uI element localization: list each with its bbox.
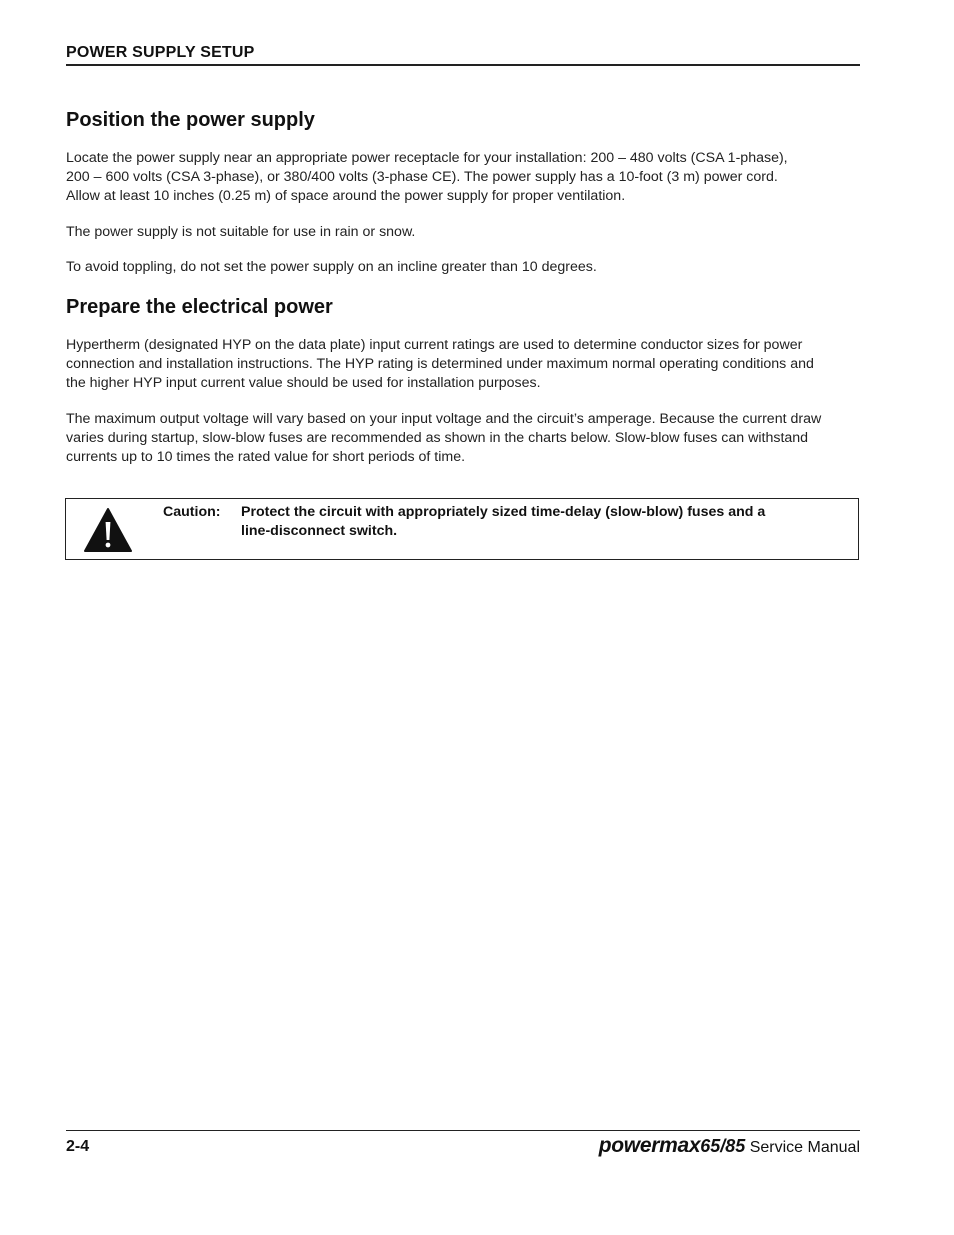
brand-name: powermax (598, 1134, 701, 1157)
caution-line: Protect the circuit with appropriately sized time-delay (slow-blow) fuses and a (241, 504, 766, 520)
paragraph-rain (66, 223, 860, 242)
paragraph-line: To avoid toppling, do not set the power supply on an incline greater than 10 degrees. (66, 259, 597, 275)
section-heading-position: Position the power supply (66, 109, 315, 131)
running-header-title: POWER SUPPLY SETUP (66, 44, 255, 61)
paragraph-hyp-rating (66, 336, 860, 393)
warning-exclamation-icon (83, 507, 133, 553)
paragraph-line: Hypertherm (designated HYP on the data plate) input current ratings are used to determine conductor sizes for power (66, 337, 803, 353)
paragraph-line: The power supply is not suitable for use in rain or snow. (66, 224, 416, 240)
paragraph-line: 200 – 600 volts (CSA 3-phase), or 380/400 volts (3-phase CE). The power supply has a 10-foot (3 m) power cord. (66, 169, 778, 185)
model-number: 65/85 (700, 1136, 746, 1156)
caution-line: line-disconnect switch. (241, 523, 398, 539)
paragraph-line: the higher HYP input current value should be used for installation purposes. (66, 375, 541, 391)
paragraph-line: connection and installation instructions. The HYP rating is determined under maximum normal operating conditions and (66, 356, 814, 372)
paragraph-line: Locate the power supply near an appropriate power receptacle for your installation: 200 – 480 volts (CSA 1-phase), (66, 150, 788, 166)
paragraph-line: currents up to 10 times the rated value for short periods of time. (66, 449, 466, 465)
header-divider (66, 64, 860, 66)
footer-divider (66, 1130, 860, 1131)
paragraph-line: varies during startup, slow-blow fuses are recommended as shown in the charts below. Slow-blow fuses can withstand (66, 430, 809, 446)
caution-box (65, 498, 859, 560)
paragraph-output-voltage (66, 410, 860, 467)
caution-label: Caution: (163, 504, 221, 520)
paragraph-toppling (66, 258, 860, 277)
paragraph-line: The maximum output voltage will vary based on your input voltage and the circuit’s amperage. Because the current draw (66, 411, 822, 427)
caution-message (241, 503, 841, 541)
page-number: 2-4 (66, 1138, 90, 1155)
manual-type: Service Manual (749, 1139, 860, 1156)
manual-title (599, 1134, 860, 1158)
section-heading-electrical: Prepare the electrical power (66, 296, 333, 318)
paragraph-line: Allow at least 10 inches (0.25 m) of space around the power supply for proper ventilation. (66, 188, 626, 204)
paragraph-receptacle (66, 149, 860, 206)
